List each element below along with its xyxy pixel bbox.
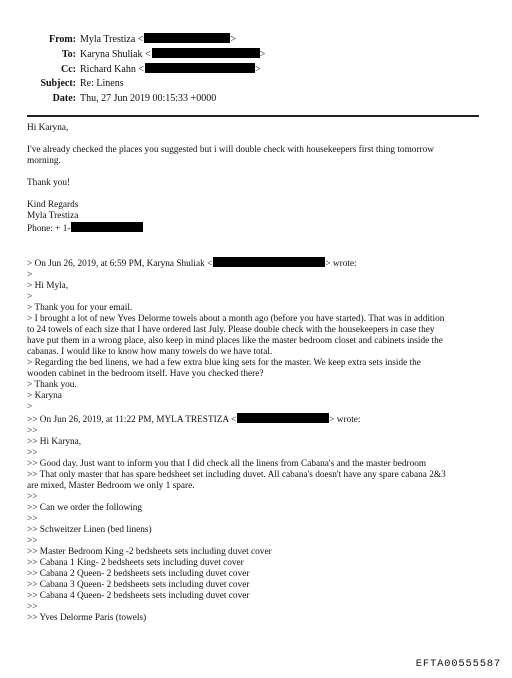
quoted-message-1	[27, 270, 482, 413]
from-row	[0, 33, 512, 48]
quoted-line: wooden cabinet in the bedroom itself. Have you checked there?	[27, 369, 264, 379]
quoted-line: >> Master Bedroom King -2 bedsheets sets including duvet cover	[27, 547, 272, 557]
to-row	[0, 48, 512, 63]
from-label: From:	[48, 34, 76, 45]
message-line: I've already checked the places you suggested but i will double check with housekeepers first thing tomorrow	[27, 145, 435, 155]
redaction-block	[144, 33, 230, 43]
quoted-line: >> Schweitzer Linen (bed linens)	[27, 525, 152, 535]
quoted-line: >> Cabana 4 Queen- 2 bedsheets sets including duvet cover	[27, 591, 250, 601]
thanks: Thank you!	[27, 178, 71, 188]
redaction-block	[237, 413, 329, 423]
quoted-line: are mixed, Master Bedroom we only 1 spare.	[27, 481, 195, 491]
quote-intro-suffix: > wrote:	[329, 415, 361, 425]
email-body	[27, 123, 482, 624]
quote-intro	[27, 257, 482, 270]
redaction-block	[145, 63, 255, 73]
from-value: Myla Trestiza <	[80, 34, 144, 45]
quoted-line: >> Can we order the following	[27, 503, 143, 513]
quoted-line: cabanas. I would like to know how many towels do we have total.	[27, 347, 273, 357]
cc-label: Cc:	[61, 63, 76, 75]
quoted-line: > Thank you.	[27, 380, 77, 390]
quoted-line: >> Cabana 1 King- 2 bedsheets sets including duvet cover	[27, 558, 244, 568]
quoted-line: >>	[27, 448, 38, 458]
quote-intro-prefix: > On Jun 26, 2019, at 6:59 PM, Karyna Shuliak <	[27, 259, 213, 269]
subject-row	[0, 77, 512, 92]
cc-tail: >	[254, 63, 261, 75]
greeting: Hi Karyna,	[27, 123, 69, 133]
redaction-block	[152, 48, 260, 58]
quoted-line: >>	[27, 492, 38, 502]
sender-name: Myla Trestiza	[27, 211, 79, 221]
quote-intro	[27, 413, 482, 426]
quoted-line: >	[27, 270, 33, 280]
date-row	[0, 92, 512, 107]
cc-row	[0, 63, 512, 78]
to-label: To:	[61, 48, 76, 60]
cc-value: Richard Kahn <	[80, 63, 144, 75]
quoted-line: >> Hi Karyna,	[27, 437, 82, 447]
quoted-line: >>	[27, 536, 38, 546]
to-tail: >	[259, 48, 266, 60]
quoted-line: >	[27, 292, 33, 302]
date-value: Thu, 27 Jun 2019 00:15:33 +0000	[80, 93, 217, 105]
quoted-line: > Karyna	[27, 391, 62, 401]
header-divider	[27, 115, 479, 117]
email-header	[0, 33, 512, 107]
quoted-line: to 24 towels of each size that I have ordered last July. Please double check with the housekeepers in case they	[27, 325, 435, 335]
message-line: morning.	[27, 156, 61, 166]
document-id: EFTA00555587	[415, 658, 501, 670]
quoted-line: >> Good day. Just want to inform you that I did check all the linens from Cabana's and the master bedroom	[27, 459, 427, 469]
redaction-block	[71, 222, 143, 232]
subject-label: Subject:	[40, 78, 76, 90]
quoted-line: >>	[27, 426, 38, 436]
quoted-line: >>	[27, 514, 38, 524]
quoted-line: have put them in a wrong place, also keep in mind places like the master bedroom closet and cabinets inside the	[27, 336, 443, 346]
date-label: Date:	[52, 93, 76, 105]
quoted-line: >> That only master that has spare bedsheet set including duvet. All cabana's doesn't have any spare cabana 2&3	[27, 470, 446, 480]
to-value: Karyna Shuliak <	[80, 48, 151, 60]
signoff: Kind Regards	[27, 200, 79, 210]
quoted-line: >> Cabana 2 Queen- 2 bedsheets sets including duvet cover	[27, 569, 250, 579]
quoted-line: >	[27, 402, 33, 412]
phone-prefix: Phone: + 1-	[27, 224, 71, 234]
quoted-line: > I brought a lot of new Yves Delorme towels about a month ago (before you have started). That was in addition	[27, 314, 445, 324]
redaction-block	[213, 257, 325, 267]
subject-value: Re: Linens	[80, 78, 124, 90]
quoted-line: > Regarding the bed linens, we had a few extra blue king sets for the master. We keep extra sets inside the	[27, 358, 421, 368]
quote-intro-prefix: >> On Jun 26, 2019, at 11:22 PM, MYLA TRESTIZA <	[27, 415, 237, 425]
quoted-line: >>	[27, 602, 38, 612]
quoted-line: > Thank you for your email.	[27, 303, 133, 313]
quoted-line: >> Yves Delorme Paris (towels)	[27, 613, 147, 623]
quoted-message-2	[27, 426, 482, 624]
quoted-line: >> Cabana 3 Queen- 2 bedsheets sets including duvet cover	[27, 580, 250, 590]
phone-line	[27, 222, 482, 235]
quoted-line: > Hi Myla,	[27, 281, 69, 291]
from-tail: >	[230, 34, 237, 45]
quote-intro-suffix: > wrote:	[325, 259, 357, 269]
